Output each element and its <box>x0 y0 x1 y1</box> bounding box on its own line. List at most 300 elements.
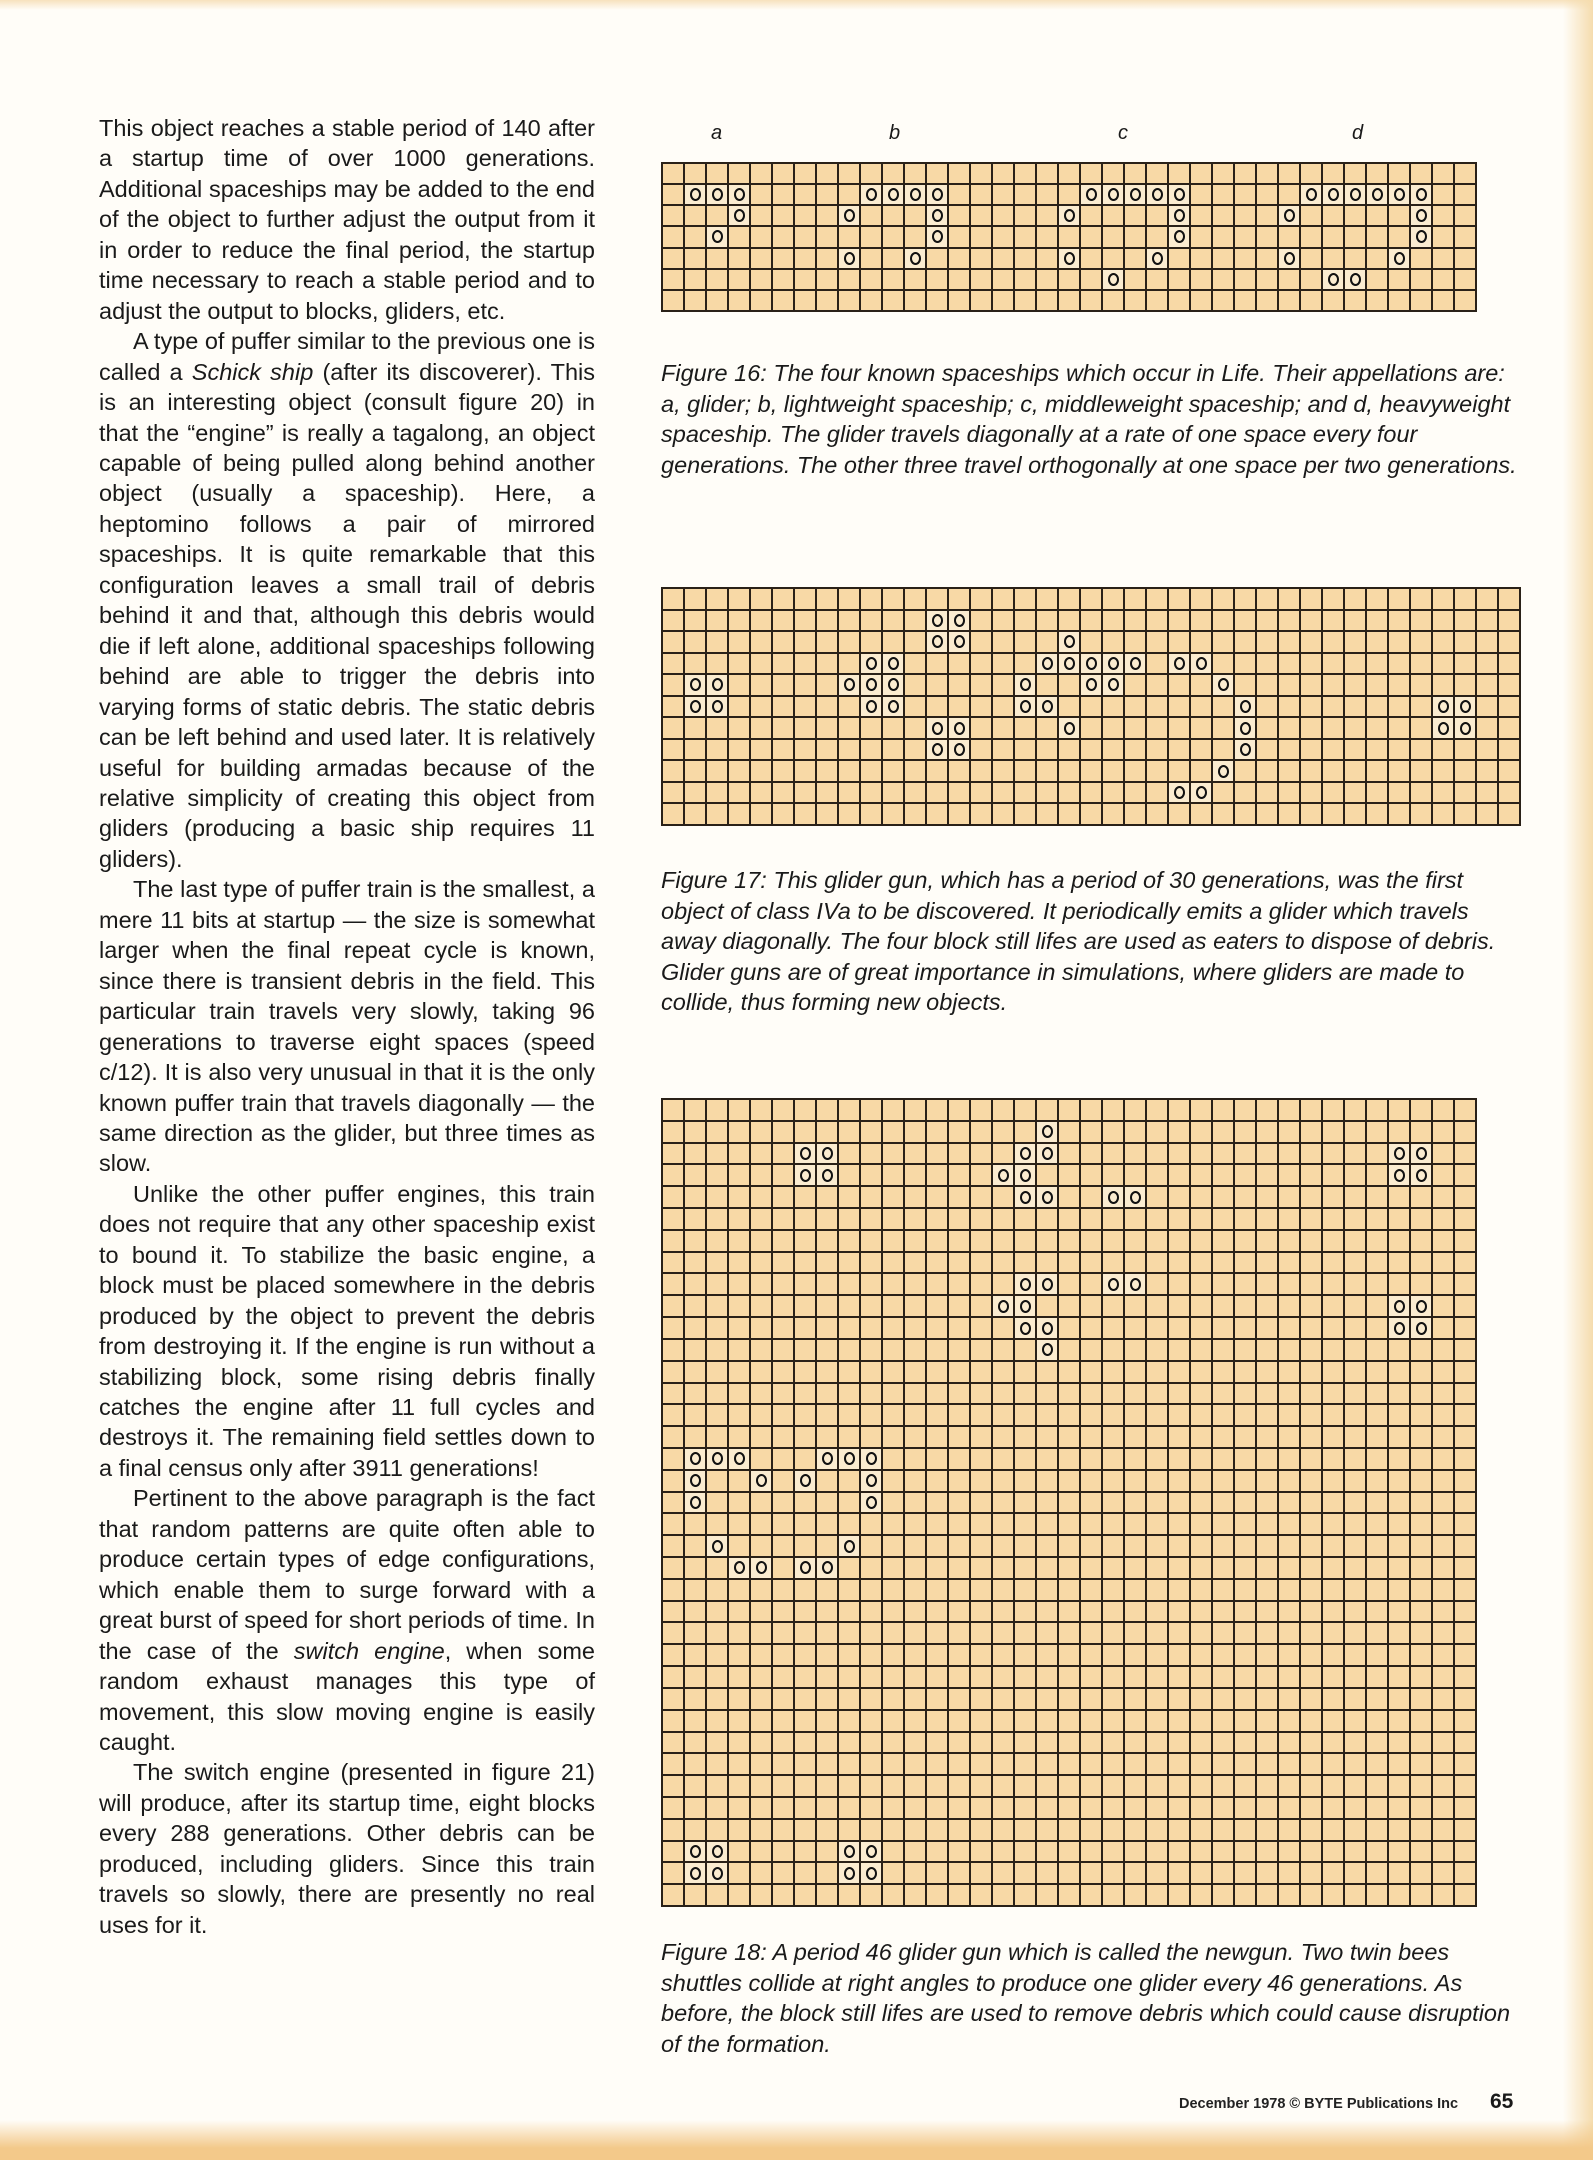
grid-cell <box>1147 1449 1167 1469</box>
grid-cell <box>993 1493 1013 1513</box>
grid-cell <box>1323 1296 1343 1316</box>
live-cell-marker-icon <box>866 1474 877 1487</box>
grid-cell <box>1323 1514 1343 1534</box>
grid-cell <box>1389 1602 1409 1622</box>
grid-cell <box>1213 249 1233 268</box>
grid-cell <box>905 206 925 225</box>
grid-cell <box>949 697 969 717</box>
grid-cell <box>1125 1427 1145 1447</box>
grid-cell <box>883 804 903 824</box>
live-cell <box>883 675 903 695</box>
grid-cell <box>1455 270 1475 289</box>
grid-cell <box>663 1318 683 1338</box>
grid-cell <box>707 1776 727 1796</box>
grid-cell <box>971 1776 991 1796</box>
grid-cell <box>993 1427 1013 1447</box>
grid-cell <box>1411 632 1431 652</box>
grid-cell <box>1015 804 1035 824</box>
grid-cell <box>905 804 925 824</box>
grid-cell <box>993 1122 1013 1142</box>
live-cell-marker-icon <box>1020 1191 1031 1204</box>
grid-cell <box>1477 697 1497 717</box>
grid-cell <box>1191 632 1211 652</box>
grid-cell <box>1147 611 1167 631</box>
live-cell <box>1125 185 1145 204</box>
grid-cell <box>685 1689 705 1709</box>
grid-cell <box>1389 1209 1409 1229</box>
live-cell <box>1103 654 1123 674</box>
grid-cell <box>1257 1405 1277 1425</box>
live-cell <box>1411 206 1431 225</box>
grid-cell <box>751 1274 771 1294</box>
grid-cell <box>751 1449 771 1469</box>
grid-cell <box>839 1209 859 1229</box>
grid-cell <box>1059 1754 1079 1774</box>
grid-cell <box>1389 1667 1409 1687</box>
grid-cell <box>685 1820 705 1840</box>
grid-cell <box>795 804 815 824</box>
grid-cell <box>1389 632 1409 652</box>
grid-cell <box>1323 1362 1343 1382</box>
grid-cell <box>773 1471 793 1491</box>
grid-cell <box>1455 1427 1475 1447</box>
grid-cell <box>1191 1754 1211 1774</box>
grid-cell <box>1125 1863 1145 1883</box>
grid-cell <box>1191 1384 1211 1404</box>
grid-cell <box>949 675 969 695</box>
grid-cell <box>1015 1754 1035 1774</box>
grid-cell <box>1235 1187 1255 1207</box>
grid-cell <box>883 1536 903 1556</box>
live-cell-marker-icon <box>1394 1322 1405 1335</box>
grid-cell <box>1279 1318 1299 1338</box>
grid-cell <box>1125 1340 1145 1360</box>
grid-cell <box>1389 1405 1409 1425</box>
live-cell-marker-icon <box>1152 188 1163 201</box>
grid-cell <box>817 718 837 738</box>
grid-cell <box>1367 1100 1387 1120</box>
grid-cell <box>949 804 969 824</box>
grid-cell <box>861 1754 881 1774</box>
grid-cell <box>1257 291 1277 310</box>
grid-cell <box>1015 1362 1035 1382</box>
live-cell-marker-icon <box>800 1474 811 1487</box>
grid-cell <box>751 1602 771 1622</box>
grid-cell <box>751 1842 771 1862</box>
live-cell <box>927 632 947 652</box>
grid-cell <box>1411 697 1431 717</box>
grid-cell <box>1169 1623 1189 1643</box>
grid-cell <box>1433 1798 1453 1818</box>
live-cell <box>1037 1274 1057 1294</box>
grid-cell <box>1323 1798 1343 1818</box>
grid-cell <box>1147 740 1167 760</box>
grid-cell <box>751 1100 771 1120</box>
grid-cell <box>1235 1100 1255 1120</box>
grid-cell <box>817 1820 837 1840</box>
grid-cell <box>1037 1514 1057 1534</box>
grid-cell <box>993 1733 1013 1753</box>
grid-cell <box>663 1733 683 1753</box>
grid-cell <box>1345 761 1365 781</box>
grid-cell <box>685 1667 705 1687</box>
grid-cell <box>1455 1405 1475 1425</box>
grid-cell <box>1257 1471 1277 1491</box>
grid-cell <box>1191 1820 1211 1840</box>
grid-cell <box>1191 1493 1211 1513</box>
grid-cell <box>927 1667 947 1687</box>
grid-cell <box>685 164 705 183</box>
grid-cell <box>1103 1209 1123 1229</box>
grid-cell <box>1301 761 1321 781</box>
grid-cell <box>1015 1733 1035 1753</box>
live-cell <box>839 675 859 695</box>
grid-cell <box>1433 249 1453 268</box>
grid-cell <box>1213 1493 1233 1513</box>
grid-cell <box>1037 740 1057 760</box>
grid-cell <box>1235 1645 1255 1665</box>
grid-cell <box>1257 1733 1277 1753</box>
grid-cell <box>817 1580 837 1600</box>
grid-cell <box>817 270 837 289</box>
grid-cell <box>1477 654 1497 674</box>
grid-cell <box>1499 718 1519 738</box>
grid-cell <box>1213 1623 1233 1643</box>
live-cell-marker-icon <box>712 1452 723 1465</box>
live-cell <box>1213 761 1233 781</box>
grid-cell <box>795 1689 815 1709</box>
grid-cell <box>1301 1645 1321 1665</box>
grid-cell <box>751 1253 771 1273</box>
grid-cell <box>1081 632 1101 652</box>
grid-cell <box>795 1645 815 1665</box>
live-cell-marker-icon <box>1240 743 1251 756</box>
live-cell-marker-icon <box>866 1496 877 1509</box>
grid-cell <box>1279 718 1299 738</box>
grid-cell <box>795 1100 815 1120</box>
grid-cell <box>1411 1820 1431 1840</box>
live-cell-marker-icon <box>1042 1343 1053 1356</box>
grid-cell <box>1455 1144 1475 1164</box>
grid-cell <box>927 1384 947 1404</box>
grid-cell <box>1455 1754 1475 1774</box>
grid-cell <box>1147 164 1167 183</box>
grid-cell <box>1455 1842 1475 1862</box>
grid-cell <box>883 1274 903 1294</box>
grid-cell <box>1433 1514 1453 1534</box>
grid-cell <box>1037 1536 1057 1556</box>
grid-cell <box>729 1689 749 1709</box>
grid-cell <box>1169 697 1189 717</box>
grid-cell <box>729 227 749 246</box>
grid-cell <box>993 164 1013 183</box>
grid-cell <box>817 1340 837 1360</box>
grid-cell <box>707 1471 727 1491</box>
grid-cell <box>1257 1253 1277 1273</box>
grid-cell <box>905 1449 925 1469</box>
grid-cell <box>1191 1427 1211 1447</box>
grid-cell <box>729 1776 749 1796</box>
grid-cell <box>1455 1602 1475 1622</box>
grid-cell <box>685 1209 705 1229</box>
grid-cell <box>1279 1384 1299 1404</box>
grid-cell <box>707 589 727 609</box>
grid-cell <box>1081 1754 1101 1774</box>
grid-cell <box>1433 675 1453 695</box>
grid-cell <box>1213 291 1233 310</box>
grid-cell <box>839 804 859 824</box>
grid-cell <box>1389 1885 1409 1905</box>
live-cell <box>1147 185 1167 204</box>
grid-cell <box>817 611 837 631</box>
live-cell-marker-icon <box>1372 188 1383 201</box>
grid-cell <box>1323 1754 1343 1774</box>
grid-cell <box>1147 1798 1167 1818</box>
grid-cell <box>1411 1754 1431 1774</box>
grid-cell <box>1213 1296 1233 1316</box>
grid-cell <box>1455 1165 1475 1185</box>
grid-cell <box>663 1514 683 1534</box>
grid-cell <box>971 697 991 717</box>
grid-cell <box>729 1318 749 1338</box>
grid-cell <box>1389 1776 1409 1796</box>
grid-cell <box>685 1100 705 1120</box>
grid-cell <box>971 1449 991 1469</box>
grid-cell <box>1235 1362 1255 1382</box>
grid-cell <box>751 697 771 717</box>
grid-cell <box>795 1340 815 1360</box>
grid-cell <box>1411 1863 1431 1883</box>
grid-cell <box>1015 1798 1035 1818</box>
live-cell <box>685 185 705 204</box>
grid-cell <box>1191 1776 1211 1796</box>
grid-cell <box>1301 1733 1321 1753</box>
grid-cell <box>861 804 881 824</box>
grid-cell <box>883 718 903 738</box>
grid-cell <box>817 249 837 268</box>
grid-cell <box>861 1536 881 1556</box>
grid-cell <box>1279 1274 1299 1294</box>
grid-cell <box>1279 1623 1299 1643</box>
grid-cell <box>1081 697 1101 717</box>
grid-cell <box>1389 740 1409 760</box>
grid-cell <box>1433 1645 1453 1665</box>
grid-cell <box>795 1623 815 1643</box>
grid-cell <box>1477 761 1497 781</box>
grid-cell <box>1169 611 1189 631</box>
live-cell <box>1015 675 1035 695</box>
grid-cell <box>971 1863 991 1883</box>
grid-cell <box>1499 654 1519 674</box>
grid-cell <box>883 1602 903 1622</box>
grid-cell <box>1015 632 1035 652</box>
grid-cell <box>949 589 969 609</box>
grid-cell <box>1433 291 1453 310</box>
grid-cell <box>707 1885 727 1905</box>
live-cell <box>993 1296 1013 1316</box>
grid-cell <box>839 1798 859 1818</box>
grid-cell <box>751 206 771 225</box>
live-cell-marker-icon <box>954 743 965 756</box>
live-cell-marker-icon <box>1174 209 1185 222</box>
grid-cell <box>971 1493 991 1513</box>
grid-cell <box>1301 1144 1321 1164</box>
grid-cell <box>861 1645 881 1665</box>
grid-cell <box>729 164 749 183</box>
grid-cell <box>1125 1820 1145 1840</box>
grid-cell <box>883 1144 903 1164</box>
grid-cell <box>839 632 859 652</box>
grid-cell <box>1323 1340 1343 1360</box>
grid-cell <box>1323 1645 1343 1665</box>
grid-cell <box>1323 761 1343 781</box>
grid-cell <box>861 1274 881 1294</box>
grid-cell <box>1081 783 1101 803</box>
grid-cell <box>707 1274 727 1294</box>
live-cell-marker-icon <box>1152 252 1163 265</box>
grid-cell <box>773 1536 793 1556</box>
grid-cell <box>729 1471 749 1491</box>
grid-cell <box>1081 1514 1101 1534</box>
grid-cell <box>861 1100 881 1120</box>
grid-cell <box>707 718 727 738</box>
grid-cell <box>993 1144 1013 1164</box>
grid-cell <box>685 1798 705 1818</box>
grid-cell <box>1103 1165 1123 1185</box>
grid-cell <box>1125 1711 1145 1731</box>
grid-cell <box>1103 206 1123 225</box>
grid-cell <box>1389 1514 1409 1534</box>
grid-cell <box>971 718 991 738</box>
grid-cell <box>883 1318 903 1338</box>
grid-cell <box>1433 1689 1453 1709</box>
grid-cell <box>663 1144 683 1164</box>
grid-cell <box>1081 1362 1101 1382</box>
grid-cell <box>1345 1863 1365 1883</box>
grid-cell <box>883 1187 903 1207</box>
grid-cell <box>707 1253 727 1273</box>
grid-cell <box>1367 1667 1387 1687</box>
grid-cell <box>1213 1449 1233 1469</box>
grid-cell <box>663 1449 683 1469</box>
grid-cell <box>773 654 793 674</box>
grid-cell <box>1037 611 1057 631</box>
grid-cell <box>795 1602 815 1622</box>
grid-cell <box>861 1602 881 1622</box>
grid-cell <box>1433 1863 1453 1883</box>
grid-cell <box>1455 1274 1475 1294</box>
grid-cell <box>1323 1165 1343 1185</box>
grid-cell <box>883 1754 903 1774</box>
grid-cell <box>795 718 815 738</box>
grid-cell <box>1015 206 1035 225</box>
grid-cell <box>1279 1863 1299 1883</box>
grid-cell <box>1235 1580 1255 1600</box>
grid-cell <box>817 632 837 652</box>
grid-cell <box>1433 1318 1453 1338</box>
grid-cell <box>1345 1427 1365 1447</box>
grid-cell <box>949 1689 969 1709</box>
grid-cell <box>685 611 705 631</box>
grid-cell <box>1301 1863 1321 1883</box>
grid-cell <box>1125 1645 1145 1665</box>
grid-cell <box>1323 1471 1343 1491</box>
grid-cell <box>883 1645 903 1665</box>
grid-cell <box>905 1776 925 1796</box>
grid-cell <box>795 1842 815 1862</box>
grid-cell <box>1301 1580 1321 1600</box>
grid-cell <box>1169 1536 1189 1556</box>
grid-cell <box>839 1384 859 1404</box>
grid-cell <box>949 1449 969 1469</box>
grid-cell <box>839 654 859 674</box>
grid-cell <box>993 1340 1013 1360</box>
live-cell-marker-icon <box>866 657 877 670</box>
grid-cell <box>1455 1318 1475 1338</box>
live-cell <box>751 1558 771 1578</box>
grid-cell <box>1081 1580 1101 1600</box>
grid-cell <box>1213 1820 1233 1840</box>
grid-cell <box>773 1842 793 1862</box>
grid-cell <box>795 1863 815 1883</box>
grid-cell <box>1169 1384 1189 1404</box>
grid-cell <box>1279 1820 1299 1840</box>
grid-cell <box>1477 632 1497 652</box>
grid-cell <box>883 1362 903 1382</box>
grid-cell <box>1323 1274 1343 1294</box>
grid-cell <box>993 291 1013 310</box>
live-cell <box>1081 675 1101 695</box>
grid-cell <box>1169 740 1189 760</box>
grid-cell <box>1125 164 1145 183</box>
grid-cell <box>927 654 947 674</box>
grid-cell <box>773 1863 793 1883</box>
grid-cell <box>993 611 1013 631</box>
grid-cell <box>729 1733 749 1753</box>
grid-cell <box>1037 1449 1057 1469</box>
live-cell <box>1279 249 1299 268</box>
grid-cell <box>751 249 771 268</box>
grid-cell <box>1279 1842 1299 1862</box>
grid-cell <box>1191 1885 1211 1905</box>
grid-cell <box>707 1100 727 1120</box>
grid-cell <box>1147 1122 1167 1142</box>
grid-cell <box>751 1362 771 1382</box>
grid-cell <box>1081 1471 1101 1491</box>
grid-cell <box>773 1274 793 1294</box>
grid-cell <box>1169 632 1189 652</box>
grid-cell <box>1125 718 1145 738</box>
grid-cell <box>817 1754 837 1774</box>
grid-cell <box>795 611 815 631</box>
grid-cell <box>1389 675 1409 695</box>
grid-cell <box>1213 1536 1233 1556</box>
grid-cell <box>1235 1296 1255 1316</box>
grid-cell <box>1323 1623 1343 1643</box>
grid-cell <box>1081 1885 1101 1905</box>
live-cell <box>1433 697 1453 717</box>
grid-cell <box>949 227 969 246</box>
grid-cell <box>1279 185 1299 204</box>
grid-cell <box>1191 1296 1211 1316</box>
grid-cell <box>971 1253 991 1273</box>
grid-cell <box>883 1231 903 1251</box>
grid-cell <box>1235 1427 1255 1447</box>
grid-cell <box>795 249 815 268</box>
grid-cell <box>729 1253 749 1273</box>
grid-cell <box>1257 589 1277 609</box>
grid-cell <box>1257 206 1277 225</box>
